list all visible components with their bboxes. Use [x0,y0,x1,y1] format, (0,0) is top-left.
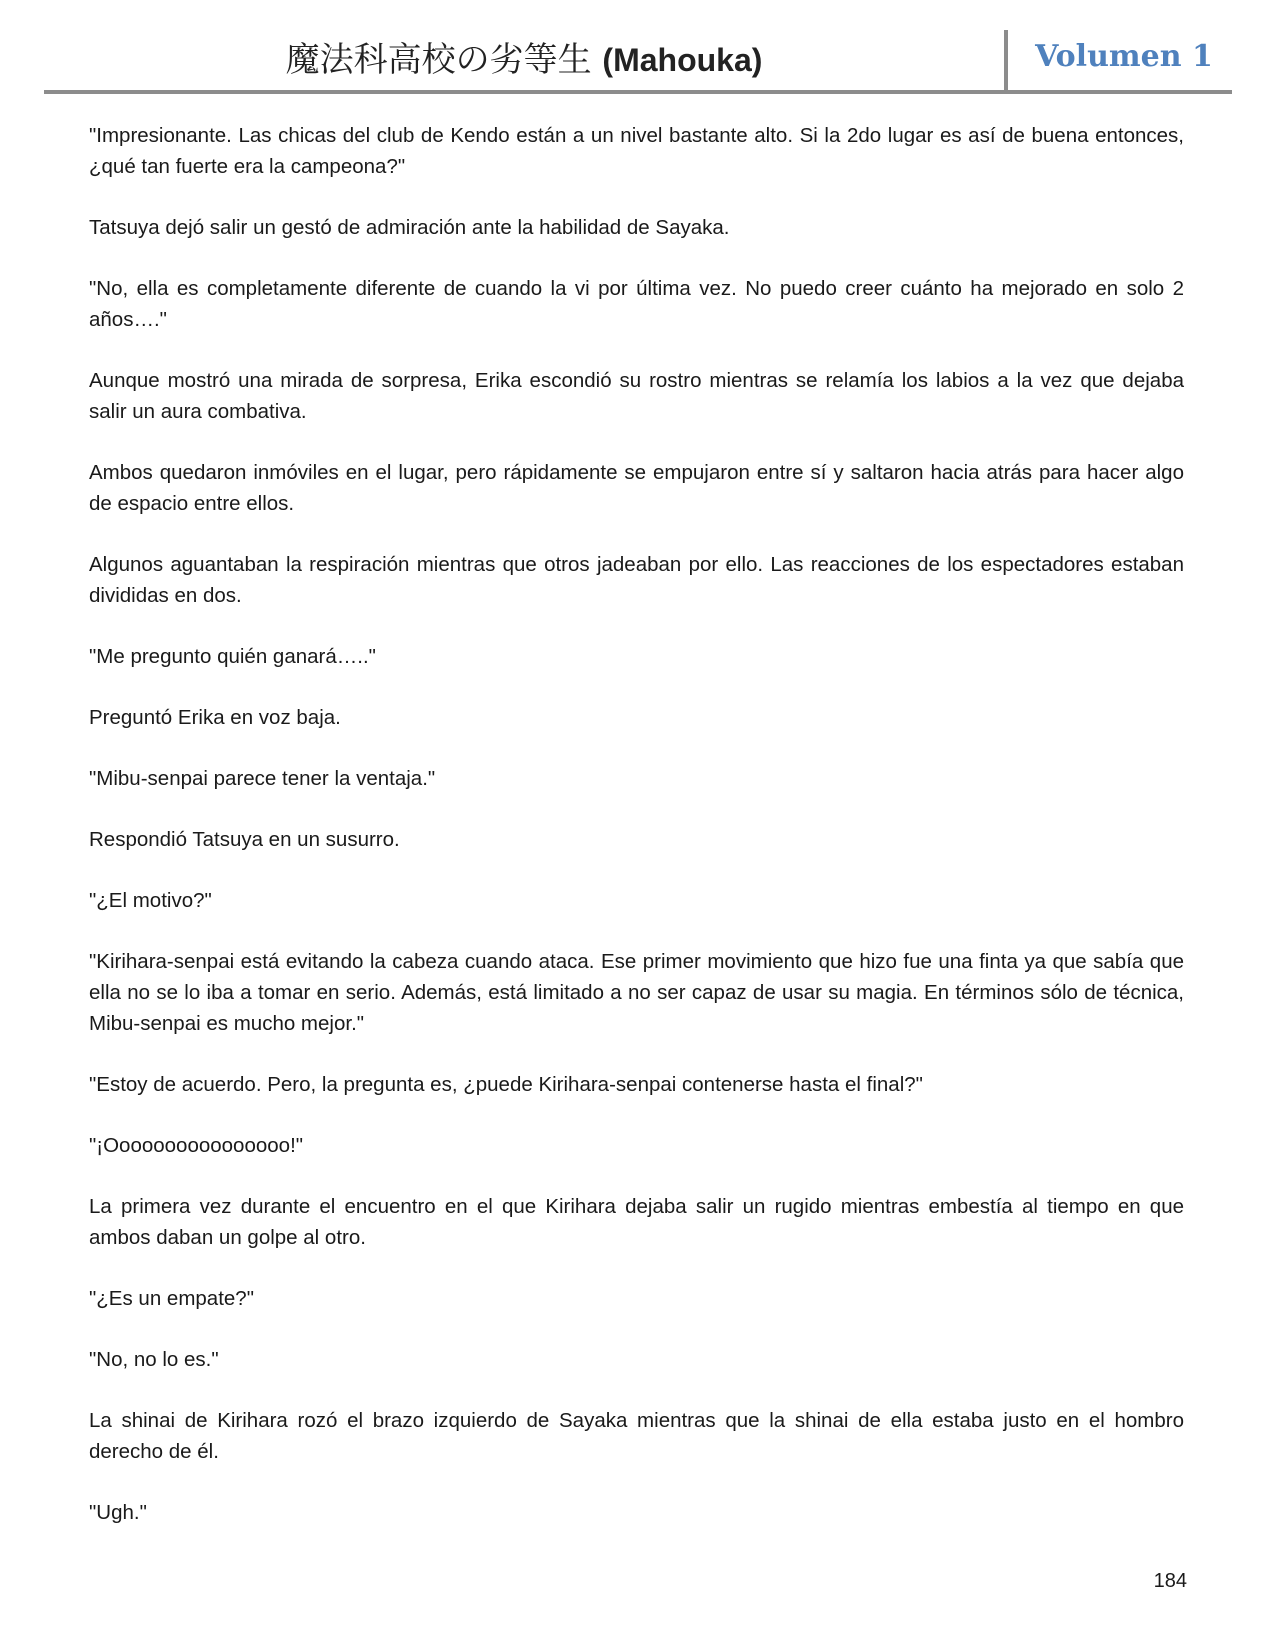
book-title [44,30,1004,90]
paragraph-2: Tatsuya dejó salir un gestó de admiración ante la habilidad de Sayaka. [89,216,730,239]
paragraph-18: La shinai de Kirihara rozó el brazo izquierdo de Sayaka mientras que la shinai de ella estaba justo en el hombro derecho de él. [89,1409,1184,1463]
page-header [44,30,1232,92]
page-number: 184 [1153,1570,1187,1592]
paragraph-17: "No, no lo es." [89,1348,219,1371]
paragraph-19: "Ugh." [89,1501,147,1524]
paragraph-8: Preguntó Erika en voz baja. [89,706,341,729]
paragraph-7: "Me pregunto quién ganará….." [89,645,376,668]
paragraph-15: La primera vez durante el encuentro en el que Kirihara dejaba salir un rugido mientras embestía al tiempo en que ambos daban un golpe al otro. [89,1195,1184,1249]
paragraph-1: "Impresionante. Las chicas del club de Kendo están a un nivel bastante alto. Si la 2do lugar es así de buena entonces, ¿qué tan fuerte era la campeona?" [89,124,1184,178]
page-body [89,120,1184,1558]
paragraph-3: "No, ella es completamente diferente de cuando la vi por última vez. No puedo creer cuánto ha mejorado en solo 2 años…." [89,277,1184,331]
volume-label: Volumen 1 [1035,39,1213,74]
book-title-romaji: (Mahouka) [602,42,763,78]
header-rule [44,90,1232,94]
paragraph-13: "Estoy de acuerdo. Pero, la pregunta es, ¿puede Kirihara-senpai contenerse hasta el final?" [89,1073,923,1096]
book-title-japanese: 魔法科高校の劣等生 [285,40,592,80]
paragraph-11: "¿El motivo?" [89,889,212,912]
header-divider [1004,30,1008,92]
paragraph-4: Aunque mostró una mirada de sorpresa, Erika escondió su rostro mientras se relamía los labios a la vez que dejaba salir un aura combativa. [89,369,1184,423]
paragraph-16: "¿Es un empate?" [89,1287,254,1310]
paragraph-6: Algunos aguantaban la respiración mientras que otros jadeaban por ello. Las reacciones de los espectadores estaban divididas en dos. [89,553,1184,607]
paragraph-5: Ambos quedaron inmóviles en el lugar, pero rápidamente se empujaron entre sí y saltaron hacia atrás para hacer algo de espacio entre ellos. [89,461,1184,515]
paragraph-10: Respondió Tatsuya en un susurro. [89,828,400,851]
paragraph-14: "¡Oooooooooooooooo!" [89,1134,304,1157]
paragraph-12: "Kirihara-senpai está evitando la cabeza cuando ataca. Ese primer movimiento que hizo fue una finta ya que sabía que ella no se lo iba a tomar en serio. Además, está limitado a no ser capaz de usar su magia. En términos sólo de técnica, Mibu-senpai es mucho mejor." [89,950,1184,1035]
paragraph-9: "Mibu-senpai parece tener la ventaja." [89,767,436,790]
